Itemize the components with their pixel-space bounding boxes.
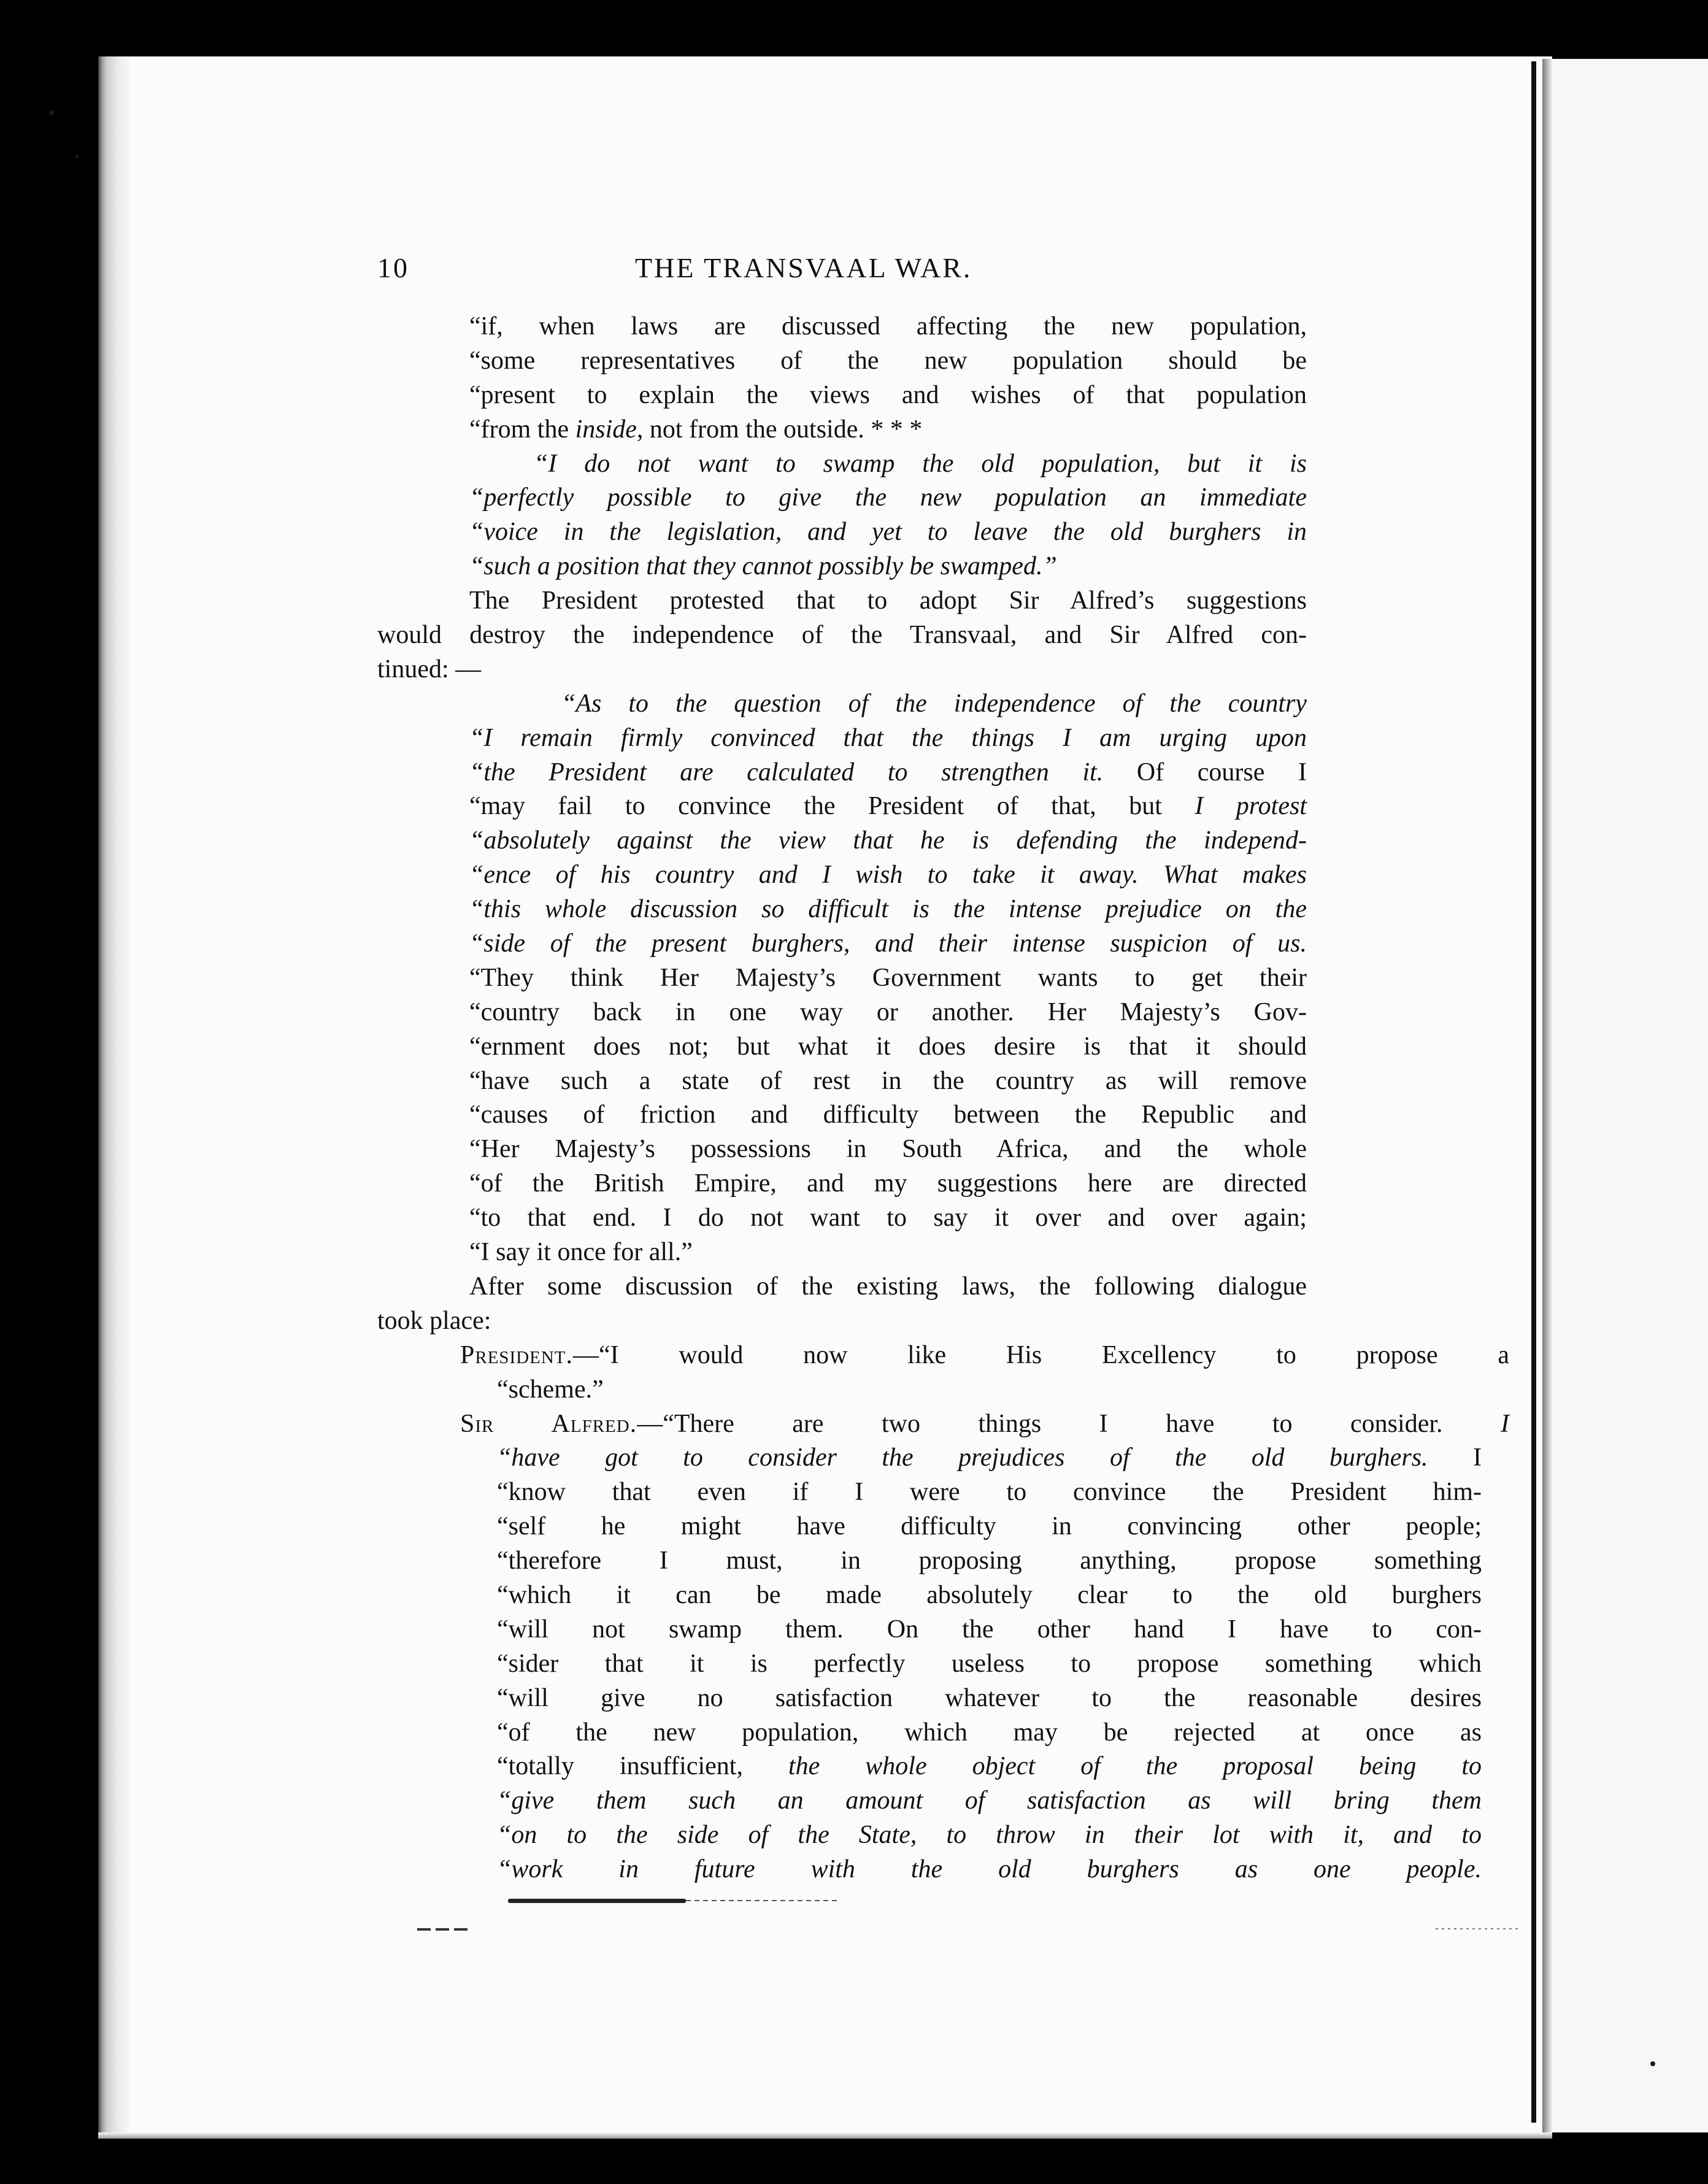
text-line [377,1407,1509,1442]
page-edge-mark [1436,1928,1521,1929]
text-run: “totally insufficient, [497,1752,788,1781]
text-line [377,1475,1482,1510]
text-line [377,1304,1307,1339]
text-line [377,618,1307,653]
text-line [377,515,1307,550]
running-title: THE TRANSVAAL WAR. [635,252,972,283]
text-line [377,1132,1307,1167]
page-number: 10 [377,252,409,283]
text-run: “to that end. I do not want to say it over and over again; [469,1204,1307,1232]
text-line [377,687,1307,721]
text-line [377,584,1307,618]
scan-speck [1650,2061,1655,2066]
page-fold-shadow [98,56,130,2139]
text-run: “present to explain the views and wishes of that population [469,380,1307,409]
text-run: “voice in the legislation, and yet to leave the old burghers in [469,518,1307,547]
text-line [377,927,1307,961]
text-run: “side of the present burghers, and their intense suspicion of us. [469,929,1307,958]
text-line [377,447,1307,482]
text-line [377,1236,1307,1270]
text-run: would destroy the independence of the Transvaal, and Sir Alfred con- [377,621,1307,650]
text-run: —“There are two things I have to consider. [637,1409,1501,1438]
text-line [377,1578,1482,1613]
text-line [377,1647,1482,1682]
text-line [377,310,1307,344]
text-line [377,344,1307,379]
text-line [377,1750,1482,1784]
text-run: “will not swamp them. On the other hand I have to con- [497,1615,1482,1644]
text-run: “have got to consider the prejudices of the old burghers. [497,1444,1428,1472]
text-line [377,824,1307,858]
text-line [377,790,1307,824]
text-run: “sider that it is perfectly useless to propose something which [497,1649,1482,1678]
text-run: Of course I [1103,758,1307,786]
text-run: “perfectly possible to give the new population an immediate [469,483,1307,512]
text-line [377,1441,1482,1475]
text-run: The President protested that to adopt Sir Alfred’s suggestions [469,586,1307,615]
text-run: —“I would now like His Excellency to propose a [573,1340,1509,1369]
text-line [377,413,1307,447]
text-line [377,1818,1482,1853]
scan-speck [75,155,79,158]
text-run: “such a position that they cannot possibly be swamped.” [469,552,1057,581]
text-line [377,1167,1307,1201]
text-line [377,1682,1482,1716]
text-run: “which it can be made absolutely clear to the old burghers [497,1580,1482,1609]
text-line [377,653,1307,687]
text-line [377,1270,1307,1304]
page-edge-mark [417,1928,472,1931]
text-run: “ence of his country and I wish to take it away. What makes [469,861,1307,890]
text-run: took place: [377,1306,491,1335]
text-run: I [1501,1409,1509,1438]
text-run: “if, when laws are discussed affecting the new population, [469,312,1307,340]
text-line [377,1613,1482,1647]
text-run: “self he might have difficulty in convincing other people; [497,1512,1482,1541]
text-run: inside [575,415,637,444]
text-run: , not from the outside. * * * [636,415,923,444]
text-run: “of the British Empire, and my suggestions here are directed [469,1169,1307,1198]
scan-speck [49,110,54,115]
text-line [377,893,1307,927]
text-run: “country back in one way or another. Her Majesty’s Gov- [469,998,1307,1026]
gutter-shadow [1531,61,1536,2123]
text-line [377,1098,1307,1132]
text-line [377,1784,1482,1818]
text-line [377,996,1307,1030]
text-line [377,550,1307,584]
footer-rule-tail [686,1900,839,1901]
body-text [377,310,1509,1887]
text-line [377,1510,1482,1544]
text-run: “work in future with the old burghers as one people. [497,1855,1482,1884]
text-line [377,961,1307,996]
text-line [377,481,1307,515]
text-run: “causes of friction and difficulty between the Republic and [469,1101,1307,1129]
text-run: “have such a state of rest in the country as will remove [469,1066,1307,1095]
text-run: tinued: — [377,655,482,683]
footer-rule [508,1899,686,1903]
text-run: “the President are calculated to strengthen it. [469,758,1104,786]
text-run: After some discussion of the existing laws, the following dialogue [469,1272,1307,1301]
text-line [377,379,1307,413]
text-line [377,1853,1482,1887]
text-run: “therefore I must, in proposing anything, propose something [497,1547,1482,1575]
page-bottom-edge [98,2132,1552,2139]
text-line [377,1339,1509,1373]
text-run: “ernment does not; but what it does desire is that it should [469,1032,1307,1061]
text-run: “Her Majesty’s possessions in South Africa, and the whole [469,1135,1307,1164]
text-line [377,858,1307,893]
text-run: President. [460,1340,574,1369]
text-run: “may fail to convince the President of that, but [469,792,1195,821]
text-line [377,1030,1307,1064]
text-line [377,721,1307,756]
text-run: “They think Her Majesty’s Government wants to get their [469,963,1307,992]
text-run: Sir Alfred. [460,1409,637,1438]
text-run: “absolutely against the view that he is defending the independ- [469,826,1307,855]
text-run: “this whole discussion so difficult is the intense prejudice on the [469,895,1307,924]
text-run: “will give no satisfaction whatever to the reasonable desires [497,1683,1482,1712]
text-run: “know that even if I were to convince the President him- [497,1478,1482,1507]
text-run: I protest [1194,792,1307,821]
facing-page-edge [1542,59,1552,2132]
text-run: the whole object of the proposal being to [788,1752,1482,1781]
text-line [377,1544,1482,1578]
text-run: “of the new population, which may be rejected at once as [497,1718,1482,1747]
text-line [377,1716,1482,1750]
text-run: “some representatives of the new population should be [469,346,1307,375]
text-line [377,1373,1307,1407]
text-line [377,1064,1307,1099]
facing-page [1542,59,1708,2132]
text-run: “on to the side of the State, to throw in their lot with it, and to [497,1821,1482,1850]
text-line [377,756,1307,790]
text-run: “I do not want to swamp the old population, but it is [534,449,1307,478]
text-run: “I remain firmly convinced that the things I am urging upon [469,723,1307,752]
text-run: “As to the question of the independence of the country [561,689,1307,718]
text-run: “I say it once for all.” [469,1238,693,1267]
text-run: I [1428,1444,1482,1472]
text-line [377,1201,1307,1236]
text-run: “scheme.” [497,1375,604,1404]
running-head [377,252,1307,288]
text-run: “give them such an amount of satisfaction as will bring them [497,1786,1482,1815]
text-run: “from the [469,415,575,444]
